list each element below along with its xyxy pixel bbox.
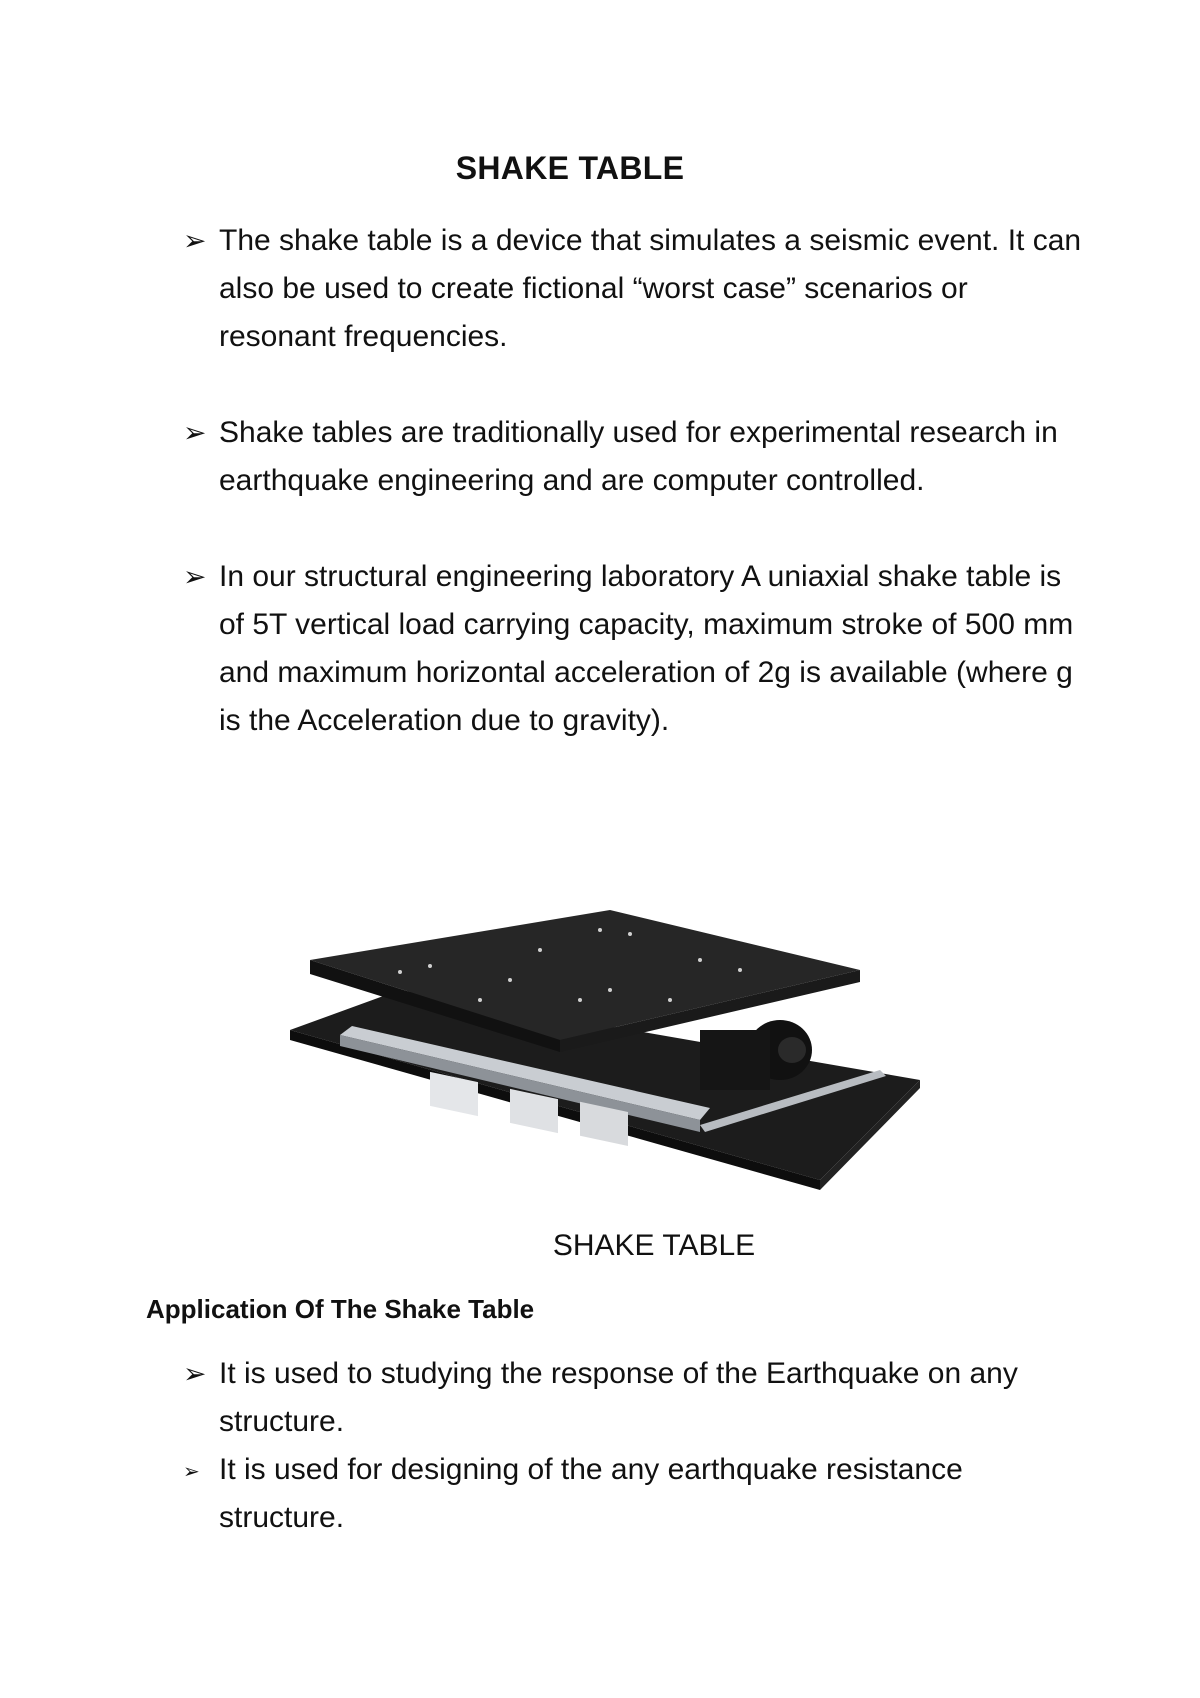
list-item	[183, 1446, 1083, 1542]
arrow-bullet-icon: ➢	[183, 1461, 200, 1483]
arrow-bullet-icon: ➢	[183, 561, 207, 592]
section-heading: Application Of The Shake Table	[146, 1294, 535, 1324]
arrow-bullet-icon: ➢	[183, 1358, 207, 1389]
arrow-bullet-icon: ➢	[183, 417, 207, 448]
application-list	[183, 1350, 1083, 1542]
list-item	[183, 217, 1083, 361]
list-item	[183, 553, 1083, 745]
shake-table-image	[280, 890, 960, 1190]
bullet-text: Shake tables are traditionally used for experimental research in earthquake engineering and are computer controlled.	[219, 416, 1058, 497]
page-title: SHAKE TABLE	[455, 150, 685, 186]
figure-caption: SHAKE TABLE	[552, 1229, 756, 1262]
bullet-text: The shake table is a device that simulates a seismic event. It can also be used to create fictional “worst case” scenarios or resonant frequencies.	[219, 224, 1082, 353]
list-item	[183, 409, 1083, 505]
arrow-bullet-icon: ➢	[183, 225, 207, 256]
application-text: It is used to studying the response of the Earthquake on any structure.	[219, 1357, 1018, 1438]
list-item	[183, 1350, 1083, 1446]
bullet-text: In our structural engineering laboratory A uniaxial shake table is of 5T vertical load carrying capacity, maximum stroke of 500 mm and maximum horizontal acceleration of 2g is available (where g is the Acceleration due to gravity).	[219, 560, 1074, 737]
description-list	[183, 217, 1083, 793]
application-text: It is used for designing of the any earthquake resistance structure.	[219, 1453, 963, 1534]
